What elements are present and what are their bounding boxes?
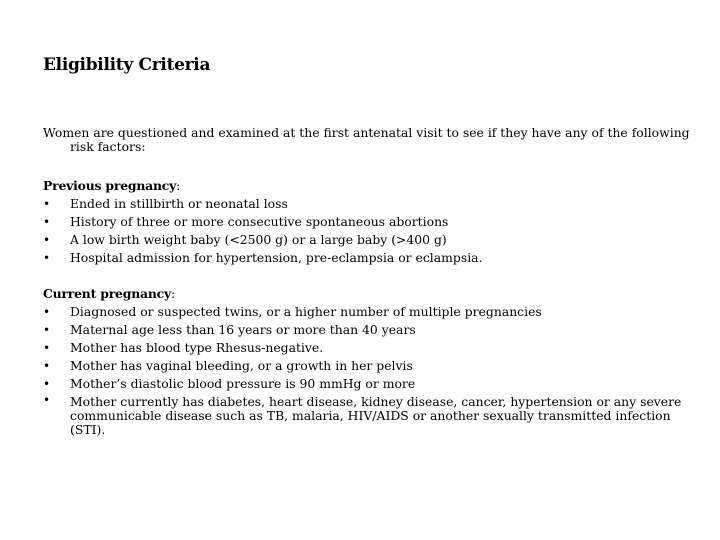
current-pregnancy-heading-row xyxy=(43,285,683,303)
list-item xyxy=(43,231,683,249)
list-item xyxy=(43,321,683,339)
current-pregnancy-list xyxy=(43,303,683,437)
list-item xyxy=(43,357,683,375)
current-pregnancy-heading: Current pregnancy xyxy=(43,286,171,301)
previous-pregnancy-list xyxy=(43,195,683,267)
intro-line-1: Women are questioned and examined at the first antenatal visit to see if they have any of the following xyxy=(43,125,690,140)
list-item-text: Hospital admission for hypertension, pre-eclampsia or eclampsia. xyxy=(70,250,483,265)
list-item xyxy=(43,375,683,393)
list-item-text: History of three or more consecutive spontaneous abortions xyxy=(70,214,449,229)
list-item xyxy=(43,339,683,357)
bullet-icon: • xyxy=(43,251,51,265)
bullet-icon: • xyxy=(43,233,51,247)
list-item-text: Maternal age less than 16 years or more than 40 years xyxy=(70,322,416,337)
previous-pregnancy-heading: Previous pregnancy xyxy=(43,178,177,193)
intro-paragraph xyxy=(43,126,693,154)
list-item xyxy=(43,213,683,231)
list-item-text: Ended in stillbirth or neonatal loss xyxy=(70,196,288,211)
intro-line-2: risk factors: xyxy=(70,139,146,154)
list-item-text: Mother has blood type Rhesus-negative. xyxy=(70,340,324,355)
previous-pregnancy-section xyxy=(43,177,683,267)
previous-pregnancy-heading-row xyxy=(43,177,683,195)
list-item xyxy=(43,195,683,213)
list-item-text: Diagnosed or suspected twins, or a higher number of multiple pregnancies xyxy=(70,304,542,319)
list-item xyxy=(43,303,683,321)
bullet-icon: • xyxy=(43,215,51,229)
bullet-icon: • xyxy=(43,197,51,211)
bullet-icon: • xyxy=(43,305,51,319)
list-item-text: A low birth weight baby (<2500 g) or a large baby (>400 g) xyxy=(70,232,447,247)
bullet-icon: • xyxy=(43,359,51,373)
bullet-icon: • xyxy=(43,377,51,391)
list-item-text: Mother currently has diabetes, heart disease, kidney disease, cancer, hypertension or any severe communicable disease such as TB, malaria, HIV/AIDS or another sexually transmitted infection (STI). xyxy=(70,394,682,437)
list-item xyxy=(43,249,683,267)
bullet-icon: • xyxy=(43,341,51,355)
list-item xyxy=(43,393,683,437)
previous-pregnancy-heading-colon: : xyxy=(176,178,181,193)
list-item-text: Mother’s diastolic blood pressure is 90 mmHg or more xyxy=(70,376,416,391)
list-item-text: Mother has vaginal bleeding, or a growth in her pelvis xyxy=(70,358,413,373)
current-pregnancy-heading-colon: : xyxy=(170,286,176,301)
current-pregnancy-section xyxy=(43,285,683,437)
bullet-icon: • xyxy=(43,393,51,407)
bullet-icon: • xyxy=(43,323,51,337)
page-title: Eligibility Criteria xyxy=(43,55,211,75)
